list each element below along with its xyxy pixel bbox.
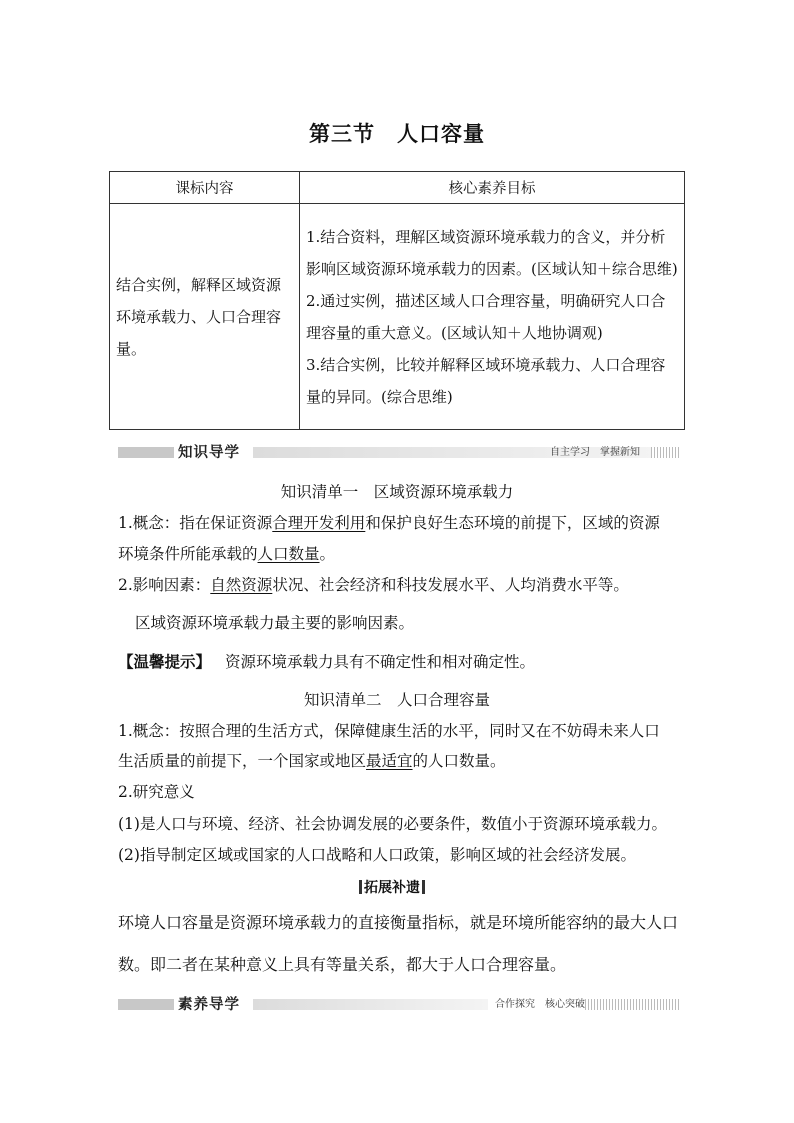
significance-title: 2.研究意义 xyxy=(118,783,195,801)
goals-cell xyxy=(300,204,685,430)
section-heading-2: 知识清单二 人口合理容量 xyxy=(303,691,490,709)
banner-right-label: 自主学习 掌握新知 xyxy=(550,447,640,458)
standard-cell: 结合实例，解释区域资源环境承载力、人口合理容量。 xyxy=(110,204,300,430)
banner-left-bar xyxy=(118,999,174,1010)
section-banner-competency xyxy=(118,995,681,1013)
significance-item: (1)是人口与环境、经济、社会协调发展的必要条件，数值小于资源环境承载力。 xyxy=(118,815,667,833)
factors-paragraph: 2.影响因素：自然资源状况、社会经济和科技发展水平、人均消费水平等。 xyxy=(118,576,629,594)
table-header-standard: 课标内容 xyxy=(110,172,300,204)
goal-item: 3.结合实例，比较并解释区域环境承载力、人口合理容量的异同。(综合思维) xyxy=(306,355,666,406)
page-title: 第三节 人口容量 xyxy=(309,122,485,146)
extension-badge: 拓展补遗 xyxy=(359,877,425,897)
significance-item: (2)指导制定区域或国家的人口战略和人口政策，影响区域的社会经济发展。 xyxy=(118,846,636,864)
blank-underline: 自然资源 xyxy=(210,576,273,594)
concept-paragraph-2: 1.概念：按照合理的生活方式，保障健康生活的水平，同时又在不妨碍未来人口 xyxy=(118,722,660,740)
goal-item: 2.通过实例，描述区域人口合理容量，明确研究人口合理容量的重大意义。(区域认知＋人地协调观) xyxy=(306,291,666,342)
concept-paragraph-2-cont: 生活质量的前提下，一个国家或地区最适宜的人口数量。 xyxy=(118,752,506,770)
section-banner-knowledge xyxy=(118,443,681,461)
banner-stripes xyxy=(651,447,681,458)
banner-label: 素养导学 xyxy=(178,997,240,1013)
extension-line: 数。即二者在某种意义上具有等量关系，都大于人口合理容量。 xyxy=(118,955,567,974)
concept-paragraph-1: 1.概念：指在保证资源合理开发利用和保护良好生态环境的前提下，区域的资源 xyxy=(118,514,660,532)
concept-paragraph-1-cont: 环境条件所能承载的人口数量。 xyxy=(118,545,336,563)
blank-underline: 合理开发利用 xyxy=(272,514,366,532)
blank-underline: 人口数量 xyxy=(257,545,320,563)
extension-line: 环境人口容量是资源环境承载力的直接衡量指标，就是环境所能容纳的最大人口 xyxy=(118,913,679,932)
curriculum-table xyxy=(109,171,685,430)
goal-item: 1.结合资料，理解区域资源环境承载力的含义，并分析影响区域资源环境承载力的因素。(区域认知＋综合思维) xyxy=(306,227,678,278)
banner-label: 知识导学 xyxy=(178,445,240,461)
blank-underline: 最适宜 xyxy=(366,752,413,770)
banner-right-label: 合作探究 核心突破 xyxy=(495,999,585,1010)
tip-label: 【温馨提示】 xyxy=(118,653,212,671)
section-heading-1: 知识清单一 区域资源环境承载力 xyxy=(280,483,514,501)
table-header-goals: 核心素养目标 xyxy=(300,172,685,204)
note-line: 区域资源环境承载力最主要的影响因素。 xyxy=(135,614,415,632)
banner-stripes xyxy=(585,999,681,1010)
banner-middle-bar xyxy=(253,999,488,1010)
banner-left-bar xyxy=(118,447,174,458)
tip-text: 资源环境承载力具有不确定性和相对确定性。 xyxy=(225,653,536,671)
tip-line xyxy=(118,650,535,672)
